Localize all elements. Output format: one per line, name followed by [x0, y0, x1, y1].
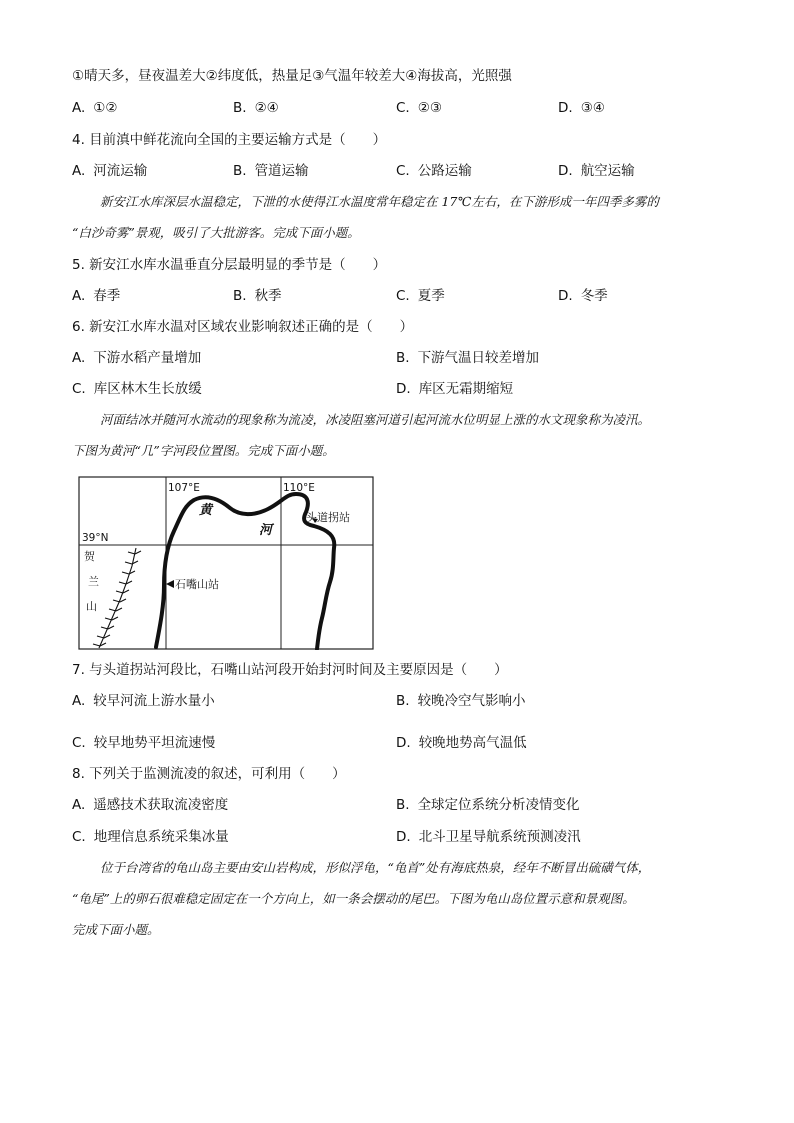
- passage-1-line-2: “白沙奇雾”景观，吸引了大批游客。完成下面小题。: [72, 225, 360, 240]
- option-text: 管道运输: [254, 163, 309, 179]
- option-text: ①②: [93, 100, 118, 116]
- passage-2-line-2: 下图为黄河“几”字河段位置图。完成下面小题。: [72, 443, 335, 458]
- yellow-river-map: [78, 476, 374, 650]
- option-letter: B.: [396, 693, 410, 709]
- q6-option-a: [72, 349, 201, 367]
- q3-option-b: [233, 99, 279, 117]
- helan-label-1: 贺: [84, 550, 95, 563]
- option-letter: A.: [72, 163, 86, 179]
- option-letter: D.: [396, 829, 411, 845]
- q7-option-d: [396, 734, 527, 752]
- passage-2-line-1: 河面结冰并随河水流动的现象称为流凌，冰凌阻塞河道引起河流水位明显上涨的水文现象称为凌汛。: [100, 412, 651, 427]
- option-letter: C.: [396, 288, 410, 304]
- option-letter: D.: [558, 100, 573, 116]
- q6-option-b: [396, 349, 539, 367]
- option-text: 北斗卫星导航系统预测凌汛: [418, 829, 581, 845]
- passage-3-line-2: “龟尾”上的卵石很难稳定固定在一个方向上，如一条会摆动的尾巴。下图为龟山岛位置示意和景观图。: [72, 891, 635, 906]
- option-text: 下游气温日较差增加: [417, 350, 540, 366]
- option-text: 库区林木生长放缓: [93, 381, 202, 397]
- option-text: 较早河流上游水量小: [93, 693, 215, 709]
- option-text: 冬季: [580, 288, 608, 304]
- option-text: ②③: [417, 100, 442, 116]
- option-text: 下游水稻产量增加: [93, 350, 202, 366]
- option-text: 库区无霜期缩短: [418, 381, 514, 397]
- q3-option-d: [558, 99, 605, 117]
- passage-3-line-1: 位于台湾省的龟山岛主要由安山岩构成，形似浮龟，“龟首”处有海底热泉，经年不断冒出硫磺气体，: [100, 860, 651, 875]
- q5-option-a: [72, 287, 120, 305]
- q3-option-c: [396, 99, 442, 117]
- lon-107-label: 107°E: [168, 482, 200, 494]
- option-letter: A.: [72, 100, 86, 116]
- option-text: 春季: [93, 288, 121, 304]
- q6-option-c: [72, 380, 202, 398]
- option-letter: D.: [558, 163, 573, 179]
- option-letter: B.: [233, 100, 247, 116]
- q4-option-d: [558, 162, 635, 180]
- q3-option-a: [72, 99, 118, 117]
- option-letter: A.: [72, 288, 86, 304]
- option-letter: D.: [396, 735, 411, 751]
- option-letter: B.: [233, 288, 247, 304]
- q8-option-b: [396, 796, 580, 814]
- option-text: 夏季: [417, 288, 445, 304]
- option-text: 全球定位系统分析凌情变化: [417, 797, 580, 813]
- option-text: ②④: [254, 100, 279, 116]
- option-letter: C.: [396, 163, 410, 179]
- q4-option-b: [233, 162, 309, 180]
- q7-option-a: [72, 692, 215, 710]
- q4-option-c: [396, 162, 472, 180]
- q4-stem: 4. 目前滇中鲜花流向全国的主要运输方式是（ ）: [72, 132, 387, 148]
- passage-3-line-3: 完成下面小题。: [72, 922, 160, 937]
- option-letter: C.: [72, 381, 86, 397]
- option-letter: D.: [396, 381, 411, 397]
- toudaoguai-station-label: 头道拐站: [306, 511, 350, 524]
- river-char-2: 河: [259, 523, 273, 538]
- option-letter: B.: [396, 350, 410, 366]
- lon-110-label: 110°E: [283, 482, 315, 494]
- option-letter: B.: [396, 797, 410, 813]
- river-char-1: 黄: [199, 503, 213, 518]
- option-letter: A.: [72, 693, 86, 709]
- helan-label-3: 山: [86, 600, 97, 613]
- option-text: 公路运输: [417, 163, 472, 179]
- option-text: 遥感技术获取流凌密度: [93, 797, 229, 813]
- q5-option-d: [558, 287, 608, 305]
- q8-option-c: [72, 828, 229, 846]
- q7-option-c: [72, 734, 215, 752]
- shizuishan-station-label: 石嘴山站: [175, 578, 219, 591]
- option-letter: C.: [72, 829, 86, 845]
- option-text: 较早地势平坦流速慢: [93, 735, 216, 751]
- option-letter: C.: [396, 100, 410, 116]
- option-letter: B.: [233, 163, 247, 179]
- q5-option-c: [396, 287, 445, 305]
- option-text: 河流运输: [93, 163, 148, 179]
- passage-1-line-1: 新安江水库深层水温稳定，下泄的水使得江水温度常年稳定在 17℃左右，在下游形成一年四季多雾的: [100, 194, 659, 209]
- q6-stem: 6. 新安江水库水温对区域农业影响叙述正确的是（ ）: [72, 319, 414, 335]
- q8-stem: 8. 下列关于监测流凌的叙述，可利用（ ）: [72, 766, 346, 782]
- q6-option-d: [396, 380, 513, 398]
- option-letter: A.: [72, 350, 86, 366]
- option-letter: A.: [72, 797, 86, 813]
- q5-stem: 5. 新安江水库水温垂直分层最明显的季节是（ ）: [72, 257, 387, 273]
- option-letter: D.: [558, 288, 573, 304]
- q8-option-a: [72, 796, 228, 814]
- q7-stem: 7. 与头道拐站河段比，石嘴山站河段开始封河时间及主要原因是（ ）: [72, 662, 508, 678]
- q4-option-a: [72, 162, 147, 180]
- q5-option-b: [233, 287, 282, 305]
- lat-39-label: 39°N: [82, 532, 109, 544]
- option-text: 较晚冷空气影响小: [417, 693, 526, 709]
- option-text: 秋季: [254, 288, 282, 304]
- map-figure: [78, 476, 374, 650]
- q3-statements: ①晴天多，昼夜温差大②纬度低，热量足③气温年较差大④海拔高，光照强: [72, 68, 512, 84]
- option-letter: C.: [72, 735, 86, 751]
- option-text: 航空运输: [580, 163, 635, 179]
- option-text: 较晚地势高气温低: [418, 735, 527, 751]
- option-text: ③④: [580, 100, 605, 116]
- helan-label-2: 兰: [88, 575, 99, 588]
- q7-option-b: [396, 692, 526, 710]
- option-text: 地理信息系统采集冰量: [93, 829, 229, 845]
- q8-option-d: [396, 828, 581, 846]
